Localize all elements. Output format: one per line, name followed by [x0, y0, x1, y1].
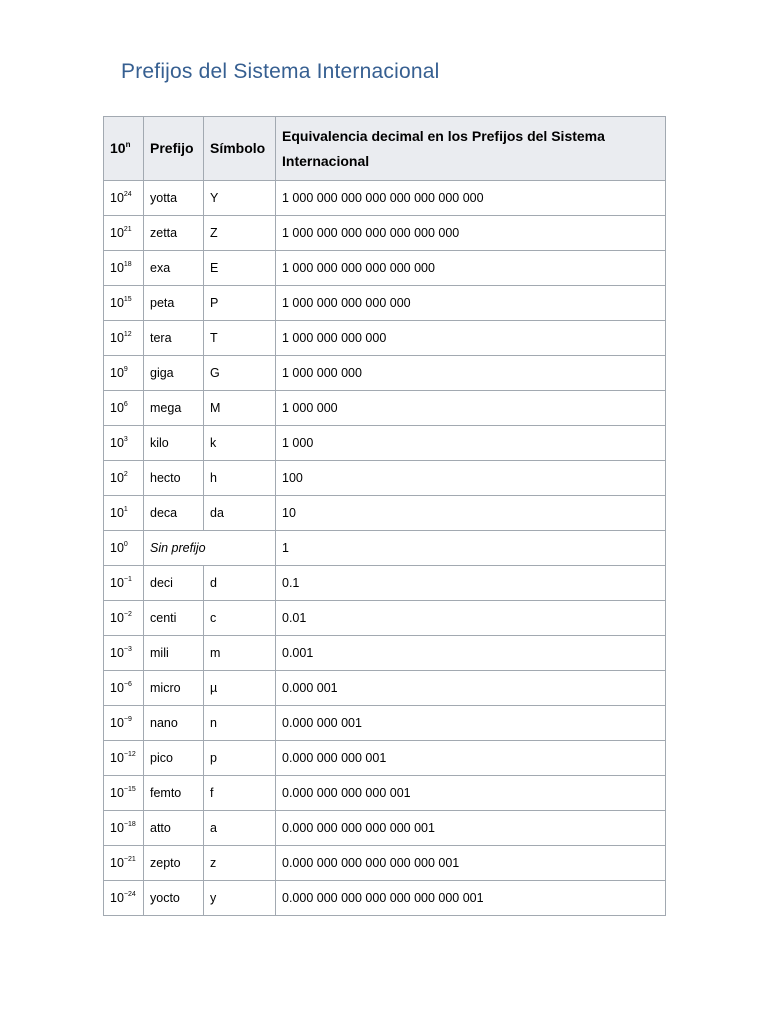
prefix-cell: deca: [144, 496, 204, 531]
symbol-cell: µ: [204, 671, 276, 706]
power-cell: [104, 846, 144, 881]
power-exponent: 6: [123, 401, 128, 408]
symbol-cell: E: [204, 251, 276, 286]
symbol-cell: G: [204, 356, 276, 391]
prefix-cell: Sin prefijo: [144, 531, 276, 566]
equivalence-cell: 1 000 000 000 000 000 000: [276, 251, 666, 286]
equivalence-cell: 0.000 000 000 001: [276, 741, 666, 776]
equivalence-cell: 10: [276, 496, 666, 531]
power-base: 10: [110, 576, 124, 590]
table-row: [104, 531, 666, 566]
table-row: [104, 426, 666, 461]
equivalence-cell: 1 000: [276, 426, 666, 461]
power-exponent: −6: [123, 681, 132, 688]
power-exponent: −21: [123, 856, 136, 863]
prefix-cell: zetta: [144, 216, 204, 251]
power-base: 10: [110, 366, 124, 380]
power-base: 10: [110, 751, 124, 765]
table-row: [104, 636, 666, 671]
header-symbol: Símbolo: [204, 117, 276, 181]
prefix-cell: yocto: [144, 881, 204, 916]
table-row: [104, 811, 666, 846]
prefix-cell: tera: [144, 321, 204, 356]
prefix-cell: micro: [144, 671, 204, 706]
power-base: 10: [110, 891, 124, 905]
symbol-cell: P: [204, 286, 276, 321]
power-base: 10: [110, 191, 124, 205]
power-cell: [104, 811, 144, 846]
power-cell: [104, 216, 144, 251]
power-base: 10: [110, 261, 124, 275]
power-cell: [104, 566, 144, 601]
power-exponent: 18: [123, 261, 132, 268]
symbol-cell: d: [204, 566, 276, 601]
table-row: [104, 776, 666, 811]
equivalence-cell: 0.000 001: [276, 671, 666, 706]
power-base: 10: [110, 716, 124, 730]
prefix-cell: centi: [144, 601, 204, 636]
table-row: [104, 461, 666, 496]
power-base: 10: [110, 611, 124, 625]
symbol-cell: p: [204, 741, 276, 776]
prefix-cell: kilo: [144, 426, 204, 461]
power-exponent: −2: [123, 611, 132, 618]
power-base: 10: [110, 506, 124, 520]
power-exponent: −24: [123, 891, 136, 898]
equivalence-cell: 0.01: [276, 601, 666, 636]
prefix-cell: exa: [144, 251, 204, 286]
power-cell: [104, 776, 144, 811]
equivalence-cell: 0.000 000 000 000 001: [276, 776, 666, 811]
power-cell: [104, 496, 144, 531]
power-cell: [104, 391, 144, 426]
symbol-cell: da: [204, 496, 276, 531]
power-exponent: 3: [123, 436, 128, 443]
power-exponent: 21: [123, 226, 132, 233]
equivalence-cell: 0.000 000 000 000 000 000 000 001: [276, 881, 666, 916]
header-prefix: Prefijo: [144, 117, 204, 181]
symbol-cell: y: [204, 881, 276, 916]
power-exponent: 0: [123, 541, 128, 548]
page-title: Prefijos del Sistema Internacional: [121, 60, 440, 83]
header-equivalence: Equivalencia decimal en los Prefijos del Sistema Internacional: [276, 117, 666, 181]
power-base: 10: [110, 471, 124, 485]
power-exponent: −18: [123, 821, 136, 828]
symbol-cell: T: [204, 321, 276, 356]
equivalence-cell: 100: [276, 461, 666, 496]
equivalence-cell: 1 000 000 000 000: [276, 321, 666, 356]
power-exponent: 1: [123, 506, 128, 513]
header-power-exp: n: [125, 140, 131, 149]
power-cell: [104, 671, 144, 706]
power-exponent: −15: [123, 786, 136, 793]
power-exponent: 15: [123, 296, 132, 303]
symbol-cell: c: [204, 601, 276, 636]
power-exponent: −1: [123, 576, 132, 583]
power-exponent: 9: [123, 366, 128, 373]
power-cell: [104, 321, 144, 356]
equivalence-cell: 1 000 000 000 000 000: [276, 286, 666, 321]
table-row: [104, 671, 666, 706]
power-exponent: 12: [123, 331, 132, 338]
power-base: 10: [110, 331, 124, 345]
symbol-cell: a: [204, 811, 276, 846]
power-exponent: 24: [123, 191, 132, 198]
power-base: 10: [110, 646, 124, 660]
prefix-cell: yotta: [144, 181, 204, 216]
prefix-cell: mega: [144, 391, 204, 426]
equivalence-cell: 0.000 000 001: [276, 706, 666, 741]
power-cell: [104, 181, 144, 216]
symbol-cell: n: [204, 706, 276, 741]
equivalence-cell: 0.1: [276, 566, 666, 601]
equivalence-cell: 1: [276, 531, 666, 566]
table-row: [104, 356, 666, 391]
power-cell: [104, 706, 144, 741]
power-exponent: 2: [123, 471, 128, 478]
power-cell: [104, 741, 144, 776]
power-base: 10: [110, 681, 124, 695]
prefix-cell: atto: [144, 811, 204, 846]
symbol-cell: h: [204, 461, 276, 496]
table-row: [104, 181, 666, 216]
symbol-cell: k: [204, 426, 276, 461]
power-base: 10: [110, 226, 124, 240]
table-row: [104, 321, 666, 356]
symbol-cell: Z: [204, 216, 276, 251]
table-row: [104, 286, 666, 321]
equivalence-cell: 0.001: [276, 636, 666, 671]
power-base: 10: [110, 401, 124, 415]
power-cell: [104, 251, 144, 286]
equivalence-cell: 0.000 000 000 000 000 001: [276, 811, 666, 846]
power-cell: [104, 636, 144, 671]
table-row: [104, 496, 666, 531]
power-base: 10: [110, 786, 124, 800]
table-row: [104, 216, 666, 251]
table-header-row: [104, 117, 666, 181]
table-row: [104, 881, 666, 916]
table-row: [104, 566, 666, 601]
equivalence-cell: 1 000 000 000 000 000 000 000 000: [276, 181, 666, 216]
power-cell: [104, 356, 144, 391]
power-cell: [104, 531, 144, 566]
symbol-cell: Y: [204, 181, 276, 216]
prefix-cell: peta: [144, 286, 204, 321]
prefix-cell: hecto: [144, 461, 204, 496]
prefix-cell: giga: [144, 356, 204, 391]
table-row: [104, 391, 666, 426]
prefix-cell: zepto: [144, 846, 204, 881]
equivalence-cell: 0.000 000 000 000 000 000 001: [276, 846, 666, 881]
power-cell: [104, 601, 144, 636]
prefix-cell: nano: [144, 706, 204, 741]
power-base: 10: [110, 436, 124, 450]
power-base: 10: [110, 296, 124, 310]
table-row: [104, 251, 666, 286]
power-cell: [104, 881, 144, 916]
header-power-base: 10: [110, 140, 126, 156]
table-row: [104, 741, 666, 776]
symbol-cell: z: [204, 846, 276, 881]
prefix-cell: deci: [144, 566, 204, 601]
symbol-cell: f: [204, 776, 276, 811]
prefix-cell: femto: [144, 776, 204, 811]
power-cell: [104, 286, 144, 321]
prefix-cell: mili: [144, 636, 204, 671]
header-power: [104, 117, 144, 181]
power-base: 10: [110, 541, 124, 555]
power-base: 10: [110, 821, 124, 835]
equivalence-cell: 1 000 000 000 000 000 000 000: [276, 216, 666, 251]
equivalence-cell: 1 000 000: [276, 391, 666, 426]
power-base: 10: [110, 856, 124, 870]
power-cell: [104, 461, 144, 496]
si-prefixes-table: [103, 116, 666, 916]
prefix-cell: pico: [144, 741, 204, 776]
power-exponent: −9: [123, 716, 132, 723]
equivalence-cell: 1 000 000 000: [276, 356, 666, 391]
table-row: [104, 846, 666, 881]
symbol-cell: M: [204, 391, 276, 426]
power-cell: [104, 426, 144, 461]
table-row: [104, 706, 666, 741]
power-exponent: −12: [123, 751, 136, 758]
symbol-cell: m: [204, 636, 276, 671]
power-exponent: −3: [123, 646, 132, 653]
table-row: [104, 601, 666, 636]
